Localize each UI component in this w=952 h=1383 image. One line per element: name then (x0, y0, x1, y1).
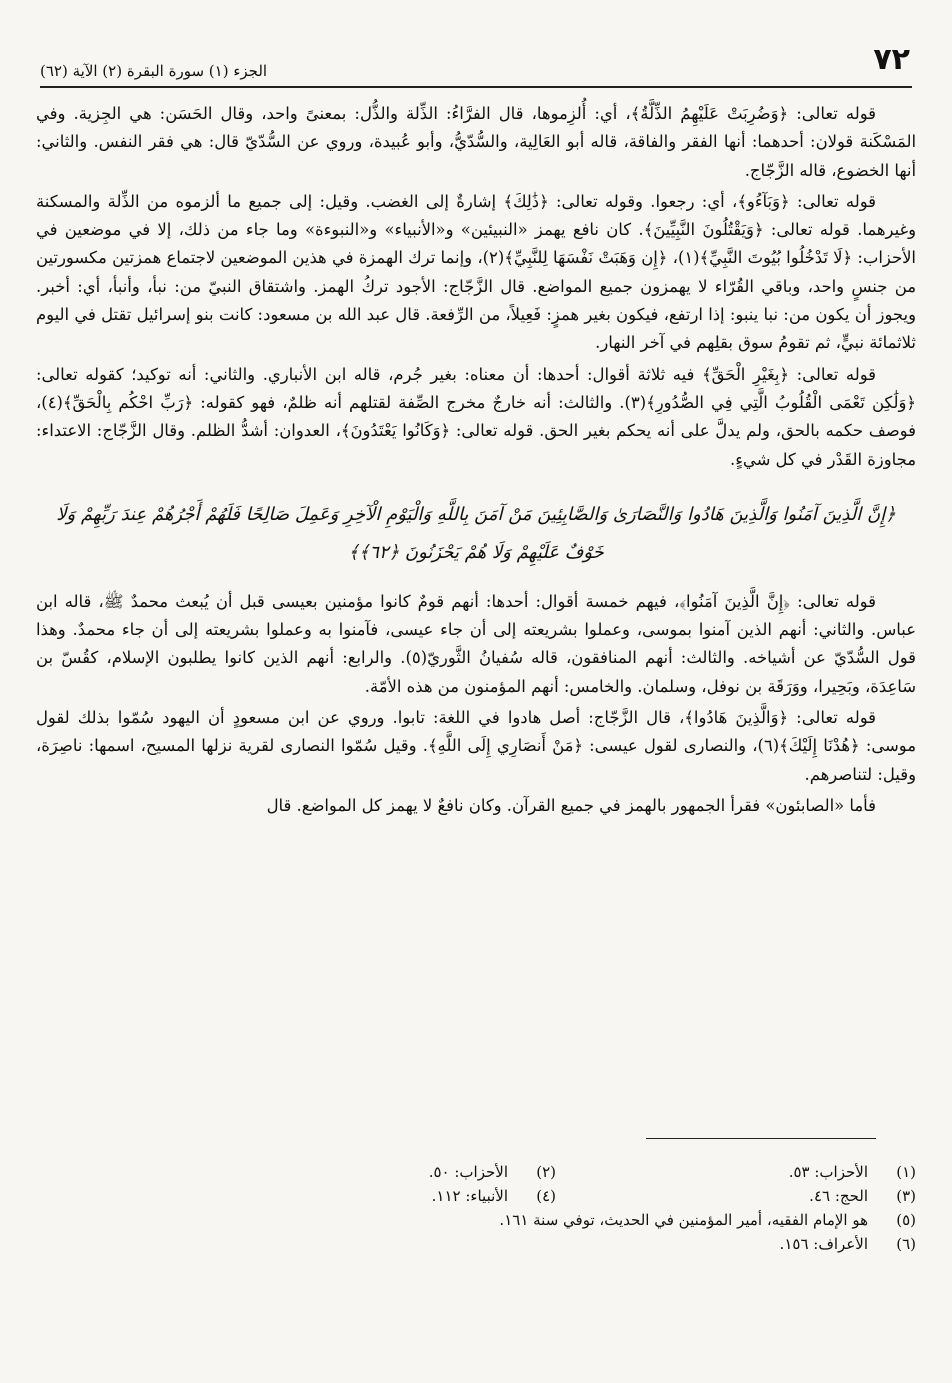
footnote-text: الأنبياء: ١١٢. (431, 1187, 508, 1205)
footnote-number: (٢) (536, 1163, 556, 1181)
quran-verse: ﴿إِنَّ الَّذِينَ آمَنُوا وَالَّذِينَ هَادُوا وَالنَّصَارَىٰ وَالصَّابِئِينَ مَنْ آمَنَ بِاللَّهِ وَالْيَوْمِ الْآخِرِ وَعَمِلَ صَالِحًا فَلَهُمْ أَجْرُهُمْ عِندَ رَبِّهِمْ وَلَا خَوْفٌ عَلَيْهِمْ وَلَا هُمْ يَحْزَنُونَ ﴿٦٢﴾﴾ (56, 503, 896, 563)
running-title: الجزء (١) سورة البقرة (٢) الآية (٦٢) (40, 62, 268, 80)
page-number: ٧٢ (873, 42, 910, 77)
footnote (226, 1160, 556, 1184)
footnote-text: الأحزاب: ٥٠. (428, 1163, 508, 1181)
footnote-number: (٣) (896, 1187, 916, 1205)
footnote-number: (٤) (536, 1187, 556, 1205)
footnote-row (36, 1184, 916, 1208)
footnote-row (36, 1160, 916, 1184)
paragraph: قوله تعالى: ﴿وَبَآءُو﴾، أي: رجعوا. وقوله تعالى: ﴿ذَٰلِكَ﴾ إشارةٌ إلى الغضب. وقيل: إلى جميع ما ألزموه من الذِّلة والمسكنة وغيرهما. قوله تعالى: ﴿وَيَقْتُلُونَ النَّبِيِّينَ﴾. كان نافع يهمز «النبيئين» و«الأنبياء» و«النبوءة» وما جاء من ذلك، إلا في موضعين في الأحزاب: ﴿لَا تَدْخُلُوا بُيُوتَ النَّبِيِّ﴾(١)، ﴿إِن وَهَبَتْ نَفْسَهَا لِلنَّبِيِّ﴾(٢)، وإنما ترك الهمزة في هذين الموضعين لاجتماع همزتين مكسورتين من جنسٍ واحد، وباقي القُرّاء لا يهمزون جميع المواضع. قال الزَّجّاج: الأجود تركُ الهمز. واشتقاق النبيّ من: نبأ، وأنبأ، أي: أخبر. ويجوز أن يكون من: نبا ينبو: إذا ارتفع، فيكون بغير همزٍ: فَعِيلاً، من الرِّفعة. قال عبد الله بن مسعود: كانت بنو إسرائيل تقتل في اليوم ثلاثمائة نبيٍّ، ثم تقومُ سوق بقلِهم في آخر النهار. (36, 191, 916, 353)
main-text (36, 100, 916, 823)
footnote (36, 1208, 916, 1232)
paragraph: قوله تعالى: ﴿وَالَّذِينَ هَادُوا﴾، قال الزَّجّاج: أصل هادوا في اللغة: تابوا. وروي عن ابن مسعودٍ أن اليهود سُمّوا بذلك لقول موسى: ﴿هُدْنَا إِلَيْكَ﴾(٦)، والنصارى لقول عيسى: ﴿مَنْ أَنصَارِي إِلَى اللَّهِ﴾. وقيل سُمّوا النصارى لقرية نزلها المسيح، اسمها: ناصِرَة، وقيل: لتناصرهم. (36, 708, 916, 784)
footnote-text: الحج: ٤٦. (809, 1187, 868, 1205)
page-header (40, 42, 912, 88)
footnote-number: (٥) (896, 1211, 916, 1229)
paragraph: قوله تعالى: ﴿إِنَّ الَّذِينَ آمَنُوا﴾، فيهم خمسة أقوال: أحدها: أنهم قومٌ كانوا مؤمنين بعيسى قبل أن يُبعث محمدٌ ﷺ، قاله ابن عباس. والثاني: أنهم الذين آمنوا بموسى، وعملوا بشريعته إلى أن جاء عيسى، فآمنوا به وعملوا بشريعته إلى أن جاء محمدٌ. وهذا قول السُّدّيّ عن أشياخه. والثالث: أنهم المنافقون، قاله سُفيانُ الثَّوريّ(٥). والرابع: أنهم الذين كانوا يطلبون الإسلام، كقُسّ بن سَاعِدَة، وبَحِيرا، ووَرَقَة بن نوفل، وسلمان. والخامس: أنهم المؤمنون من هذه الأمّة. (36, 591, 916, 696)
paragraph: قوله تعالى: ﴿وَضُرِبَتْ عَلَيْهِمُ الذِّلَّةُ﴾، أي: أُلزِموها، قال الفرَّاءُ: الذِّلة والذُّل: بمعنىً واحد، وقال الحَسَن: هي الجِزية. وفي المَسْكَنة قولان: أحدهما: أنها الفقر والفاقة، قاله أبو العَالِية، والسُّدّيُّ، وأبو عُبيدة، وروي عن السُّدّيّ قال: هي فقر النفس. والثاني: أنها الخضوع، قاله الزَّجّاج. (36, 104, 916, 180)
footnote (226, 1184, 556, 1208)
footnote-divider (646, 1138, 876, 1139)
footnote (586, 1160, 916, 1184)
footnote-number: (١) (896, 1163, 916, 1181)
footnote (586, 1184, 916, 1208)
footnotes (36, 1160, 916, 1256)
footnote (36, 1232, 916, 1256)
footnote-text: الأحزاب: ٥٣. (788, 1163, 868, 1181)
paragraph: فأما «الصابئون» فقرأ الجمهور بالهمز في جميع القرآن. وكان نافعٌ لا يهمز كل المواضع. قال (266, 795, 876, 815)
footnote-text: الأعراف: ١٥٦. (779, 1235, 868, 1253)
paragraph: قوله تعالى: ﴿بِغَيْرِ الْحَقِّ﴾ فيه ثلاثة أقوال: أحدها: أن معناه: بغير جُرم، قاله ابن الأنباري. والثاني: أنه توكيد؛ كقوله تعالى: ﴿وَلَٰكِن تَعْمَى الْقُلُوبُ الَّتِي فِي الصُّدُورِ﴾(٣). والثالث: أنه خارجٌ مخرج الصِّفة لقتلهم أنه ظلمٌ، فهو كقوله: ﴿رَبِّ احْكُم بِالْحَقِّ﴾(٤)، فوصف حكمه بالحق، ولم يدلَّ على أنه يحكم بغير الحق. قوله تعالى: ﴿وَكَانُوا يَعْتَدُونَ﴾، العدوان: أشدُّ الظلم. وقال الزَّجّاج: الاعتداء: مجاوزة القَدْر في كل شيءٍ. (36, 364, 916, 469)
footnote-text: هو الإمام الفقيه، أمير المؤمنين في الحديث، توفي سنة ١٦١. (499, 1211, 868, 1229)
footnote-number: (٦) (896, 1235, 916, 1253)
